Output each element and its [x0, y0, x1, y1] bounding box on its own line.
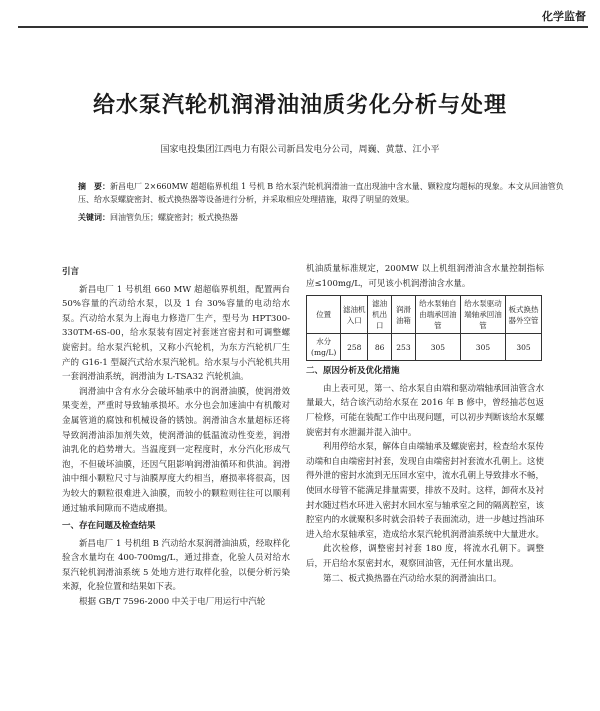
intro-heading: 引言 [62, 267, 80, 277]
left-column [62, 262, 290, 610]
section-2-paragraph-3: 此次检修，调整密封衬套 180 度，将流水孔朝下。调整后，开启给水泵密封水，观察回油管，无任何水量出现。 [306, 544, 544, 569]
section-1-paragraph-1: 新昌电厂 1 号机组 B 汽动给水泵润滑油油质，经取样化验含水量均在 400-700mg/L，通过排查，化验人员对给水泵汽轮机润滑油系统 5 处地方进行取样化验，以便分析污染来源，化验位置和结果如下表。 [62, 538, 290, 593]
header-rule [18, 26, 588, 28]
abstract-label: 摘 要： [78, 181, 110, 191]
section-1-paragraph-2: 根据 GB/T 7596-2000 中关于电厂用运行中汽轮 [79, 597, 266, 608]
table-cell: 305 [506, 334, 542, 361]
section-1-heading: 一、存在问题及检查结果 [62, 521, 156, 532]
table-cell: 258 [341, 334, 368, 361]
article-title: 给水泵汽轮机润滑油油质劣化分析与处理 [92, 93, 507, 118]
abstract [78, 180, 564, 206]
table-header-cell: 滤油机入口 [341, 296, 368, 334]
intro-paragraph-2: 润滑油中含有水分会破坏轴承中的润滑油膜，使润滑效果变差，严重时导致轴承损坏。水分也会加速油中有机酸对金属管道的腐蚀和机械设备的锈蚀。润滑油含水量超标还将导致润滑油添加剂失效，使润滑油的低温流动性变差，润滑油乳化的趋势增大。当温度到一定程度时，水分汽化形成气泡，不但破坏油膜，还因气阻影响润滑油循环和供油。润滑油中细小颗粒尺寸与油膜厚度大约相当，磨损率将很高，因为较大的颗粒很难进入油膜，而较小的颗粒则往往可以顺利通过轴承间隙而不造成磨损。 [62, 386, 290, 514]
table-header-cell: 润滑油箱 [392, 296, 416, 334]
keywords-label: 关键词： [78, 212, 110, 222]
table-cell: 86 [368, 334, 392, 361]
right-column [306, 262, 544, 586]
table-cell: 253 [392, 334, 416, 361]
keywords [78, 212, 238, 223]
table-cell: 水分(mg/L) [307, 334, 341, 361]
table-header-cell: 给水泵驱动端轴承回油管 [460, 296, 505, 334]
section-2-heading: 二、原因分析及优化措施 [306, 366, 400, 377]
authors: 国家电投集团江西电力有限公司新昌发电分公司，周巍、黄慧、江小平 [160, 145, 440, 155]
right-paragraph-0: 机油质量标准规定，200MW 以上机组润滑油含水量控制指标应≤100mg/L，可见该小机润滑油含水量。 [306, 264, 544, 289]
table-header-cell: 给水泵轴自由端承回油管 [415, 296, 460, 334]
table-header-cell: 板式换热器外空管 [506, 296, 542, 334]
table-header-cell: 滤油机出口 [368, 296, 392, 334]
table-cell: 305 [460, 334, 505, 361]
section-2-paragraph-1: 由上表可见，第一、给水泵自由端和驱动端轴承回油管含水量最大，结合该汽动给水泵在 2016 年 B 修中，曾经抽芯包返厂检修，可能在装配工作中出现问题，可以初步判断该给水泵螺旋密封有水泄漏并混入油中。 [306, 383, 545, 438]
table-row [307, 296, 542, 334]
table-header-cell: 位置 [307, 296, 341, 334]
abstract-text: 新昌电厂 2×660MW 超超临界机组 1 号机 B 给水泵汽轮机润滑油一直出现油中含水量、颗粒度均超标的现象。本文从回油管负压、给水泵螺旋密封、板式换热器等设备进行分析，并采取相应处理措施，取得了明显的效果。 [78, 182, 564, 204]
keywords-text: 回油管负压；螺旋密封；板式换热器 [110, 213, 238, 222]
section-2-paragraph-2: 利用停给水泵，解体自由端轴承及螺旋密封，检查给水泵传动端和自由端密封衬套，发现自由端密封衬套流水孔朝上。这使得外泄的密封水流到无压回水室中，流水孔朝上导致排水不畅，使回水母管不能满足排量需要，排放不及时。这样，卸荷水及衬封水随过档水环进入密封水回水室与轴承室之间的隔离腔室，该腔室内的水就聚积多时就会沿转子表面流动，进一步越过挡油环进入给水泵轴承室，造成给水泵汽轮机润滑油系统中大量进水。 [306, 442, 545, 540]
section-2-paragraph-4: 第二、板式换热器在汽动给水泵的润滑油出口。 [323, 573, 502, 584]
intro-paragraph-1: 新昌电厂 1 号机组 660 MW 超超临界机组，配置两台 50%容量的汽动给水泵，以及 1 台 30%容量的电动给水泵。汽动给水泵为上海电力修造厂生产，型号为 HPT300-330TM-6S-00，给水泵装有固定衬套迷宫密封和可调整螺旋密封。给水泵汽轮机，又称小汽轮机，为东方汽轮机厂生产的 G16-1 型凝汽式给水泵汽轮机。给水泵与小汽轮机共用一套润滑油系统，润滑油为 L-TSA32 汽轮机油。 [62, 284, 290, 383]
section-label: 化学监督 [542, 10, 586, 23]
table-row [307, 334, 542, 361]
water-content-table [306, 295, 542, 361]
table-cell: 305 [415, 334, 460, 361]
